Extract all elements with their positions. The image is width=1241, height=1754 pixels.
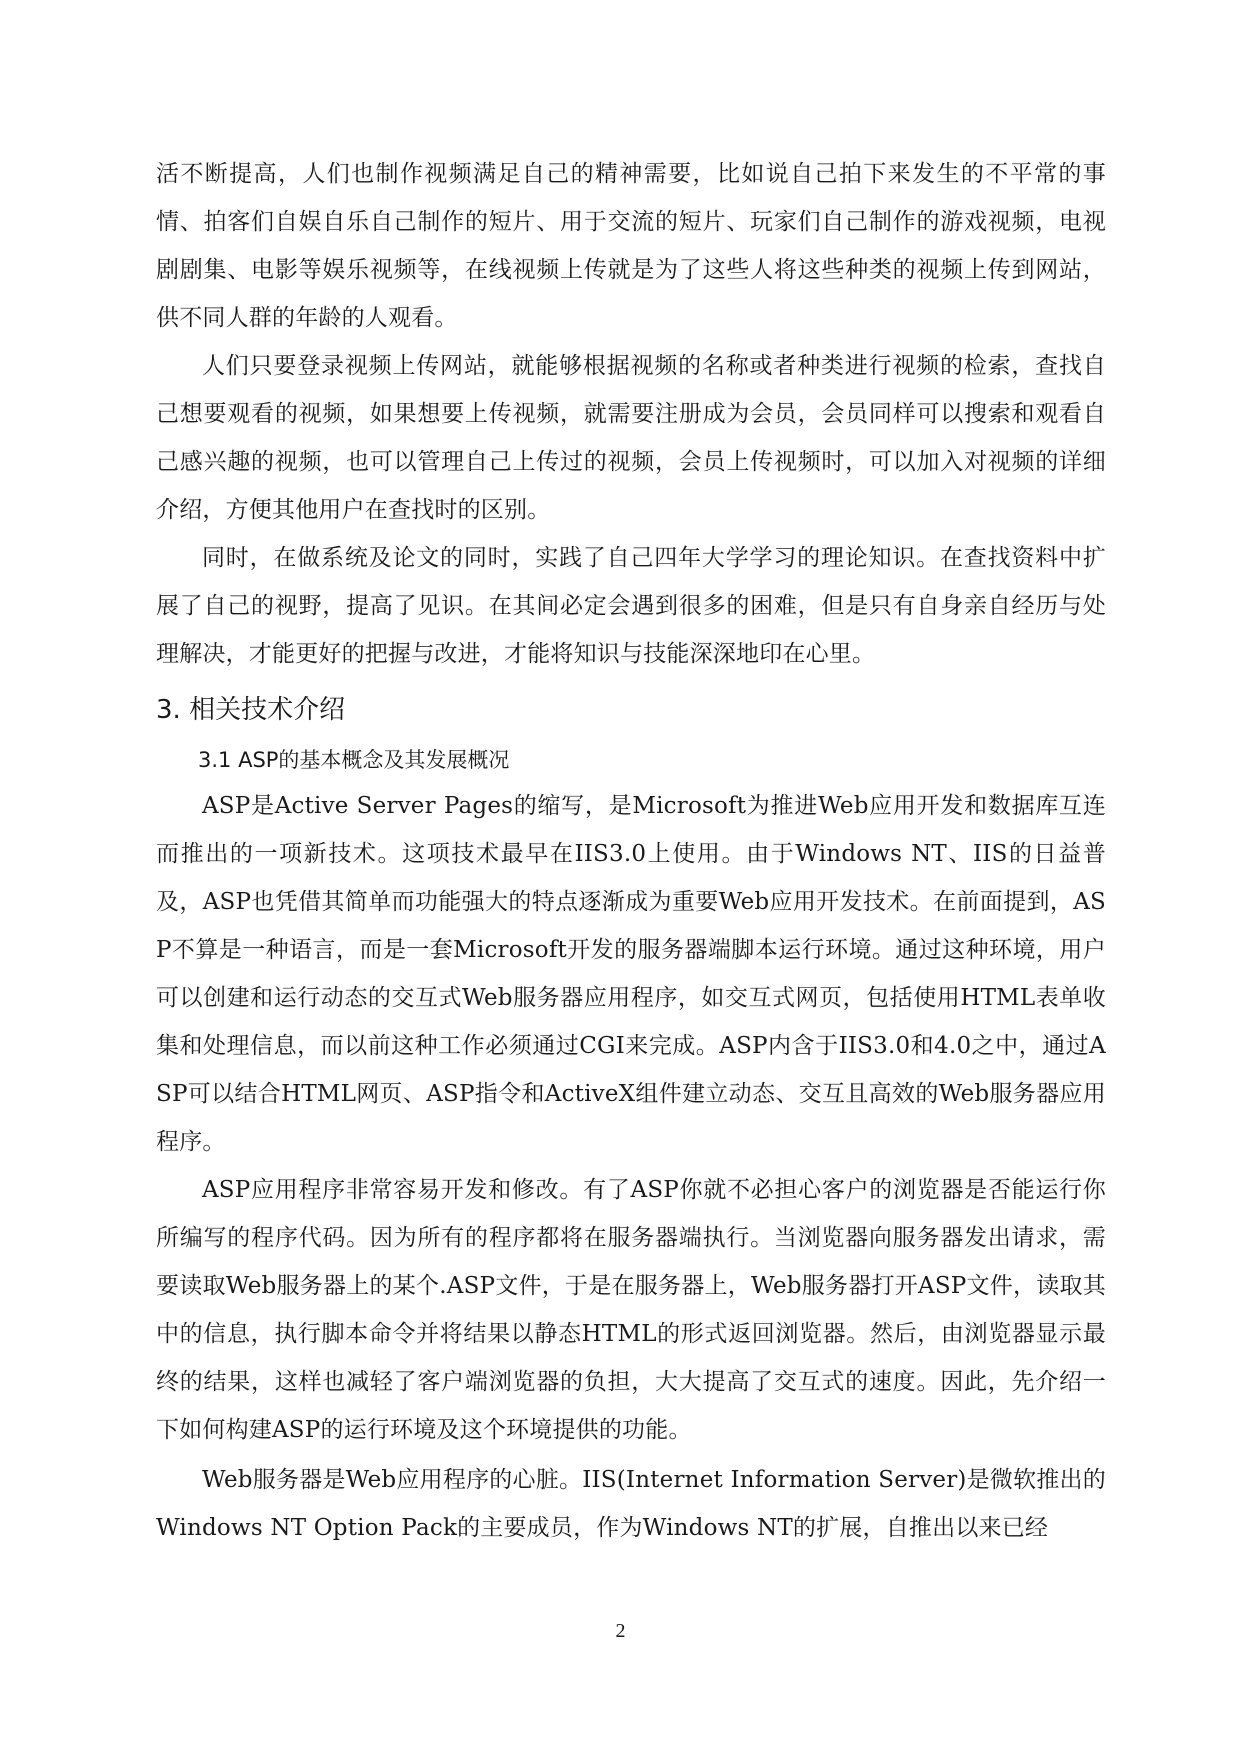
- body-paragraph: 同时，在做系统及论文的同时，实践了自己四年大学学习的理论知识。在查找资料中扩展了自己的视野，提高了见识。在其间必定会遇到很多的困难，但是只有自身亲自经历与处理解决，才能更好的把握与改进，才能将知识与技能深深地印在心里。: [156, 545, 1106, 667]
- body-paragraph: ASP是Active Server Pages的缩写，是Microsoft为推进Web应用开发和数据库互连而推出的一项新技术。这项技术最早在IIS3.0上使用。由于Windows NT、IIS的日益普及，ASP也凭借其简单而功能强大的特点逐渐成为重要Web应用开发技术。在前面提到，ASP不算是一种语言，而是一套Microsoft开发的服务器端脚本运行环境。通过这种环境，用户可以创建和运行动态的交互式Web服务器应用程序，如交互式网页，包括使用HTML表单收集和处理信息，而以前这种工作必须通过CGI来完成。ASP内含于IIS3.0和4.0之中，通过ASP可以结合HTML网页、ASP指令和ActiveX组件建立动态、交互且高效的Web服务器应用程序。: [156, 793, 1106, 1155]
- body-paragraph: 活不断提高，人们也制作视频满足自己的精神需要，比如说自己拍下来发生的不平常的事情、拍客们自娱自乐自己制作的短片、用于交流的短片、玩家们自己制作的游戏视频，电视剧剧集、电影等娱乐视频等，在线视频上传就是为了这些人将这些种类的视频上传到网站，供不同人群的年龄的人观看。: [156, 161, 1106, 331]
- document-page: [156, 150, 1106, 1552]
- body-paragraph: ASP应用程序非常容易开发和修改。有了ASP你就不必担心客户的浏览器是否能运行你所编写的程序代码。因为所有的程序都将在服务器端执行。当浏览器向服务器发出请求，需要读取Web服务器上的某个.ASP文件，于是在服务器上，Web服务器打开ASP文件，读取其中的信息，执行脚本命令并将结果以静态HTML的形式返回浏览器。然后，由浏览器显示最终的结果，这样也减轻了客户端浏览器的负担，大大提高了交互式的速度。因此，先介绍一下如何构建ASP的运行环境及这个环境提供的功能。: [156, 1177, 1106, 1443]
- body-paragraph: Web服务器是Web应用程序的心脏。IIS(Internet Information Server)是微软推出的Windows NT Option Pack的主要成员，作为Windows NT的扩展，自推出以来已经: [156, 1467, 1106, 1541]
- section-heading: 3. 相关技术介绍: [156, 695, 346, 725]
- body-paragraph: 人们只要登录视频上传网站，就能够根据视频的名称或者种类进行视频的检索，查找自己想要观看的视频，如果想要上传视频，就需要注册成为会员，会员同样可以搜索和观看自己感兴趣的视频，也可以管理自己上传过的视频，会员上传视频时，可以加入对视频的详细介绍，方便其他用户在查找时的区别。: [156, 353, 1106, 523]
- subsection-heading: 3.1 ASP的基本概念及其发展概况: [198, 748, 510, 772]
- page-number: 2: [615, 1620, 626, 1642]
